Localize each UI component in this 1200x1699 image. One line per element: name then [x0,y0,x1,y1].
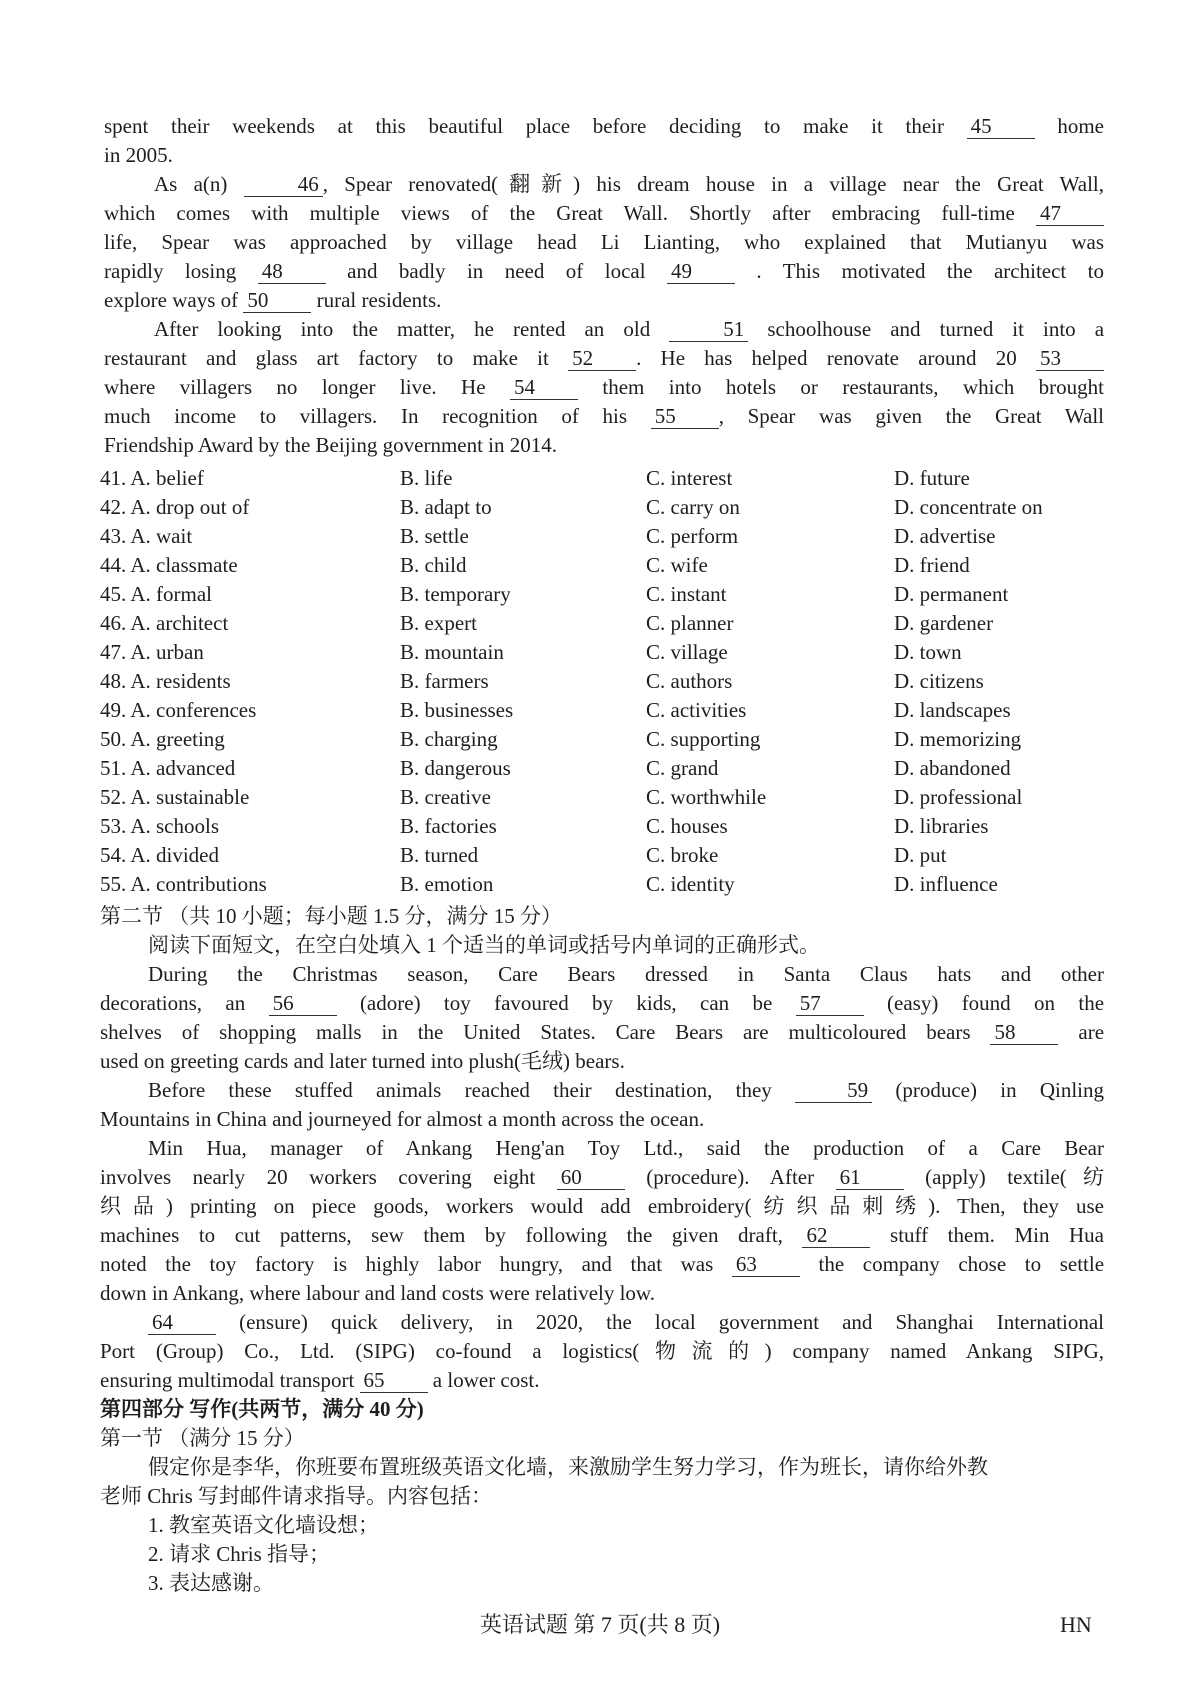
option-choice: D. concentrate on [894,495,1043,519]
text: restaurant and glass art factory to make it [104,346,549,370]
option-choice: B. turned [400,843,479,867]
blank-54: 54 [510,375,578,400]
option-row [100,464,1100,493]
text: stuff them. Min Hua [890,1223,1104,1247]
blank-62: 62 [802,1223,870,1248]
region-code: HN [1060,1612,1092,1637]
answer-options [100,464,1100,899]
blank-61: 61 [836,1165,904,1190]
passage-line [100,1163,1104,1192]
blank-63: 63 [732,1252,800,1277]
text: and badly in need of local [347,259,646,283]
option-choice: C. interest [646,466,733,490]
option-row [100,493,1100,522]
text: where villagers no longer live. He [104,375,486,399]
text: explore ways of [104,288,239,312]
text: (ensure) quick delivery, in 2020, the local government and Shanghai International [239,1310,1105,1334]
option-choice: D. future [894,466,970,490]
text: . He has helped renovate around 20 [636,346,1017,370]
page-footer: 英语试题 第 7 页(共 8 页) [479,1612,721,1637]
text: (apply) textile(纺 [925,1165,1105,1189]
text: schoolhouse and turned it into a [767,317,1105,341]
text: (procedure). After [646,1165,815,1189]
option-choice: 54. A. divided [100,843,219,867]
passage-line: life, Spear was approached by village head Li Lianting, who explained that Mutianyu was [104,230,1104,254]
subsection-heading: 第一节 （满分 15 分） [100,1426,305,1450]
passage-line: Friendship Award by the Beijing government in 2014. [104,433,558,457]
option-choice: 48. A. residents [100,669,231,693]
passage-line: Min Hua, manager of Ankang Heng'an Toy Ltd., said the production of a Care Bear [148,1136,1104,1160]
passage-line [100,1250,1104,1279]
option-row [100,638,1100,667]
option-choice: D. friend [894,553,970,577]
text: them into hotels or restaurants, which brought [602,375,1105,399]
option-choice: C. identity [646,872,735,896]
passage-line [104,402,1104,431]
blank-58: 58 [990,1020,1058,1045]
option-choice: D. memorizing [894,727,1022,751]
blank-52: 52 [568,346,636,371]
option-choice: C. houses [646,814,728,838]
option-choice: D. town [894,640,962,664]
option-choice: C. planner [646,611,734,635]
option-row [100,870,1100,899]
blank-64: 64 [148,1310,216,1335]
passage-line [100,1308,1104,1337]
option-choice: 44. A. classmate [100,553,238,577]
passage-line: used on greeting cards and later turned into plush(毛绒) bears. [100,1049,625,1073]
option-choice: D. influence [894,872,998,896]
option-choice: B. emotion [400,872,494,896]
passage-line [104,199,1104,228]
text: decorations, an [100,991,246,1015]
blank-48: 48 [258,259,326,284]
option-choice: B. businesses [400,698,514,722]
option-choice: B. life [400,466,453,490]
option-choice: C. perform [646,524,739,548]
text: machines to cut patterns, sew them by following the given draft, [100,1223,783,1247]
option-choice: D. permanent [894,582,1009,606]
option-row [100,667,1100,696]
blank-51: 51 [669,317,748,342]
passage-line [100,989,1104,1018]
passage-line: in 2005. [104,143,173,167]
task-item: 1. 教室英语文化墙设想； [148,1513,379,1537]
passage-line: Mountains in China and journeyed for almost a month across the ocean. [100,1107,705,1131]
option-choice: 53. A. schools [100,814,220,838]
text: After looking into the matter, he rented an old [154,317,651,341]
option-choice: C. instant [646,582,727,606]
option-row [100,609,1100,638]
option-choice: 42. A. drop out of [100,495,250,519]
passage-line [100,1366,1104,1395]
text: , Spear was given the Great Wall [718,404,1104,428]
option-choice: C. village [646,640,728,664]
blank-46: 46 [244,172,323,197]
option-choice: B. farmers [400,669,489,693]
option-row [100,522,1100,551]
text: Before these stuffed animals reached their destination, they [148,1078,772,1102]
task-text: 老师 Chris 写封邮件请求指导。内容包括： [100,1484,493,1508]
option-row [100,551,1100,580]
passage-line: During the Christmas season, Care Bears dressed in Santa Claus hats and other [148,962,1104,986]
passage-line: 织品) printing on piece goods, workers would add embroidery(纺织品刺绣). Then, they use [100,1194,1104,1218]
passage-line [104,257,1104,286]
option-choice: C. carry on [646,495,740,519]
option-choice: 45. A. formal [100,582,212,606]
option-choice: B. mountain [400,640,504,664]
option-choice: B. settle [400,524,469,548]
blank-50: 50 [243,288,311,313]
option-choice: C. authors [646,669,733,693]
passage-line [104,315,1104,344]
passage-line [100,1221,1104,1250]
option-choice: B. temporary [400,582,511,606]
option-choice: B. adapt to [400,495,492,519]
option-choice: 41. A. belief [100,466,204,490]
task-text: 假定你是李华，你班要布置班级英语文化墙，来激励学生努力学习，作为班长，请你给外教 [148,1455,988,1479]
passage-line [100,1076,1104,1105]
option-choice: C. broke [646,843,719,867]
option-choice: C. supporting [646,727,761,751]
text: noted the toy factory is highly labor hungry, and that was [100,1252,714,1276]
part-heading: 第四部分 写作(共两节，满分 40 分) [100,1397,424,1421]
option-row [100,725,1100,754]
option-choice: C. wife [646,553,708,577]
option-choice: D. professional [894,785,1023,809]
option-choice: D. gardener [894,611,994,635]
passage-line [100,1018,1104,1047]
option-choice: C. activities [646,698,747,722]
blank-49: 49 [667,259,735,284]
option-choice: 49. A. conferences [100,698,257,722]
option-choice: D. put [894,843,947,867]
blank-57: 57 [796,991,864,1016]
option-choice: D. abandoned [894,756,1011,780]
option-choice: 46. A. architect [100,611,229,635]
passage-line [104,112,1104,141]
cloze-passage [104,112,1104,460]
blank-47: 47 [1036,201,1104,226]
text: the company chose to settle [818,1252,1105,1276]
passage-line [104,373,1104,402]
text: which comes with multiple views of the Great Wall. Shortly after embracing full-time [104,201,1015,225]
option-choice: 47. A. urban [100,640,204,664]
option-choice: C. grand [646,756,719,780]
passage-line: down in Ankang, where labour and land costs were relatively low. [100,1281,655,1305]
option-choice: 43. A. wait [100,524,193,548]
passage-line [104,170,1104,199]
option-choice: D. advertise [894,524,996,548]
section-instruction: 阅读下面短文，在空白处填入 1 个适当的单词或括号内单词的正确形式。 [148,933,820,957]
option-choice: C. worthwhile [646,785,767,809]
section-heading: 第二节 （共 10 小题；每小题 1.5 分，满分 15 分） [100,904,562,928]
text: (easy) found on the [887,991,1105,1015]
passage-line [104,344,1104,373]
option-choice: D. citizens [894,669,984,693]
passage-line: Port (Group) Co., Ltd. (SIPG) co-found a logistics(物流的) company named Ankang SIPG, [100,1339,1104,1363]
option-row [100,783,1100,812]
option-choice: B. expert [400,611,477,635]
option-row [100,696,1100,725]
option-choice: D. libraries [894,814,989,838]
option-choice: 50. A. greeting [100,727,225,751]
text: rural residents. [316,288,442,312]
task-item: 2. 请求 Chris 指导； [148,1542,331,1566]
text: spent their weekends at this beautiful place before deciding to make it their [104,114,944,138]
option-choice: 51. A. advanced [100,756,236,780]
option-choice: 55. A. contributions [100,872,267,896]
option-choice: B. child [400,553,467,577]
passage-line [104,286,1104,315]
option-row [100,841,1100,870]
text: a lower cost. [432,1368,540,1392]
text: shelves of shopping malls in the United States. Care Bears are multicoloured bears [100,1020,971,1044]
blank-45: 45 [967,114,1035,139]
option-row [100,812,1100,841]
option-choice: B. dangerous [400,756,511,780]
blank-55: 55 [651,404,719,429]
option-choice: B. creative [400,785,491,809]
text: ensuring multimodal transport [100,1368,355,1392]
option-choice: 52. A. sustainable [100,785,250,809]
text: home [1057,114,1104,138]
text: much income to villagers. In recognition of his [104,404,628,428]
grammar-section [100,902,1104,1598]
option-row [100,754,1100,783]
text: (adore) toy favoured by kids, can be [359,991,773,1015]
option-choice: D. landscapes [894,698,1011,722]
option-choice: B. factories [400,814,497,838]
text: , Spear renovated(翻新) his dream house in a village near the Great Wall, [322,172,1104,196]
blank-60: 60 [557,1165,625,1190]
text: As a(n) [154,172,228,196]
blank-53: 53 [1036,346,1104,371]
text: rapidly losing [104,259,237,283]
blank-65: 65 [360,1368,428,1393]
task-item: 3. 表达感谢。 [148,1571,274,1595]
blank-56: 56 [269,991,337,1016]
text: are [1078,1020,1105,1044]
text: . This motivated the architect to [756,259,1105,283]
option-choice: B. charging [400,727,498,751]
text: involves nearly 20 workers covering eight [100,1165,536,1189]
blank-59: 59 [795,1078,872,1103]
text: (produce) in Qinling [895,1078,1105,1102]
option-row [100,580,1100,609]
